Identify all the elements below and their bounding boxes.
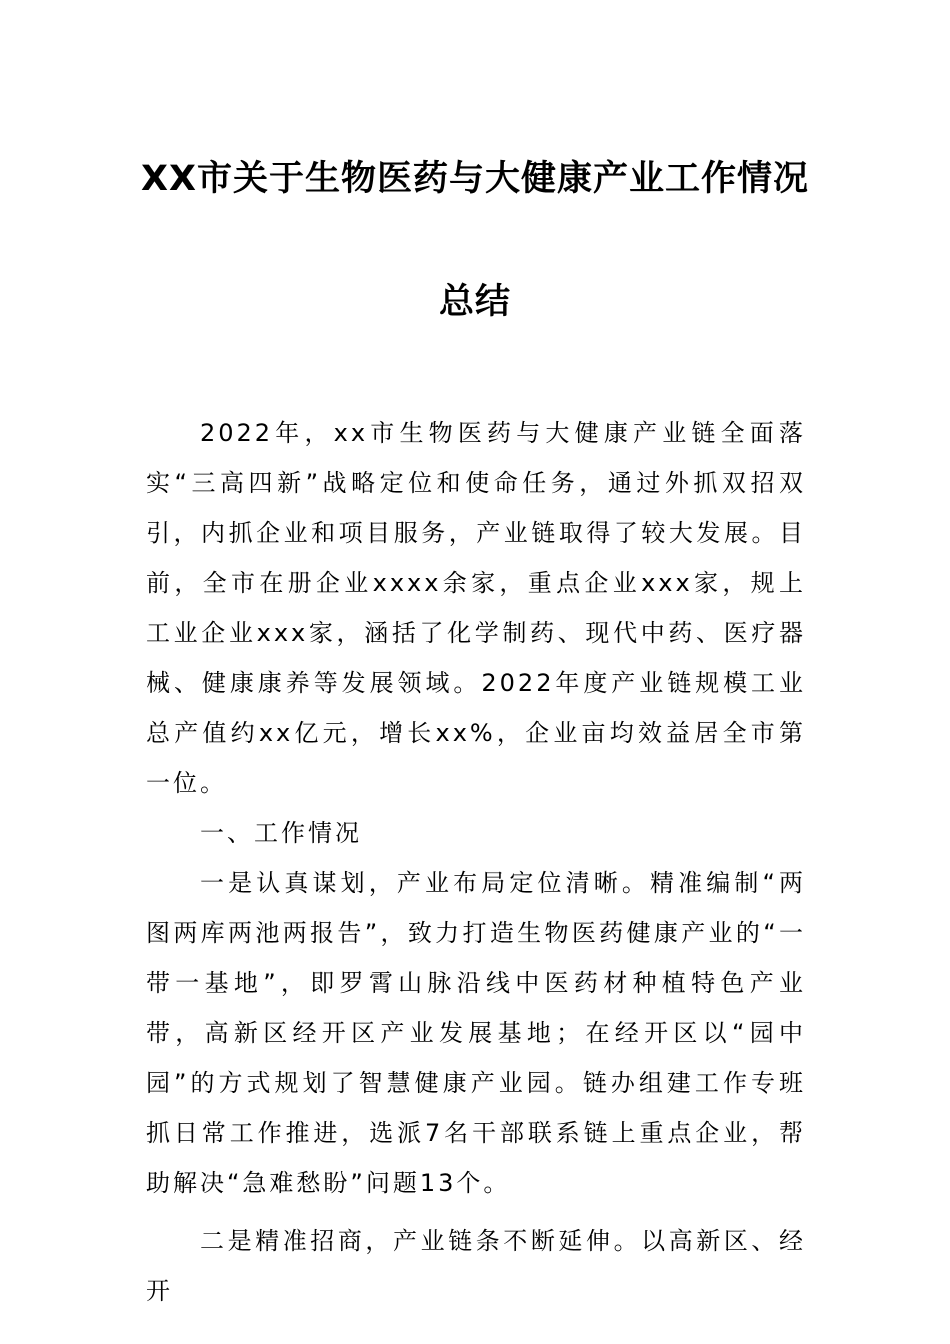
paragraph-planning: 一是认真谋划，产业布局定位清晰。精准编制“两图两库两池两报告”，致力打造生物医药健康产业的“一带一基地”，即罗霄山脉沿线中医药材种植特色产业带，高新区经开区产业发展基地；在经开区以“园中园”的方式规划了智慧健康产业园。链办组建工作专班抓日常工作推进，选派7名干部联系链上重点企业，帮助解决“急难愁盼”问题13个。 (146, 869, 806, 1197)
document-title-line-1: XX市关于生物医药与大健康产业工作情况 (141, 159, 809, 199)
paragraph-intro: 2022年，xx市生物医药与大健康产业链全面落实“三高四新”战略定位和使命任务，通过外抓双招双引，内抓企业和项目服务，产业链取得了较大发展。目前，全市在册企业xxxx余家，重点企业xxx家，规上工业企业xxx家，涵括了化学制药、现代中药、医疗器械、健康康养等发展领域。2022年度产业链规模工业总产值约xx亿元，增长xx%，企业亩均效益居全市第一位。 (146, 419, 806, 797)
document-body (146, 408, 806, 1316)
section-heading-work-status: 一、工作情况 (200, 819, 362, 847)
paragraph-investment: 二是精准招商，产业链条不断延伸。以高新区、经开 (146, 1227, 806, 1305)
document-title-line-2: 总结 (438, 282, 511, 322)
